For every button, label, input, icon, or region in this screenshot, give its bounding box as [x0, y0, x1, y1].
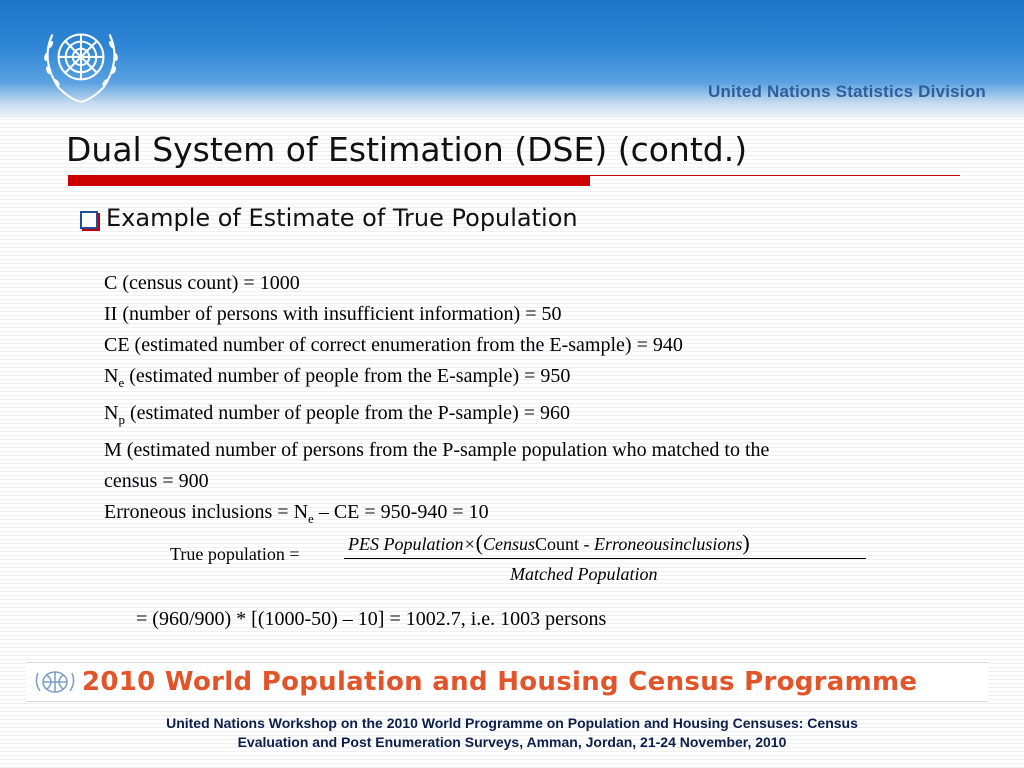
formula-numerator: PES Population×(CensusCount - Erroneousinclusions): [348, 530, 750, 555]
line-ne: $N_e$ (estimated number of people from the E-sample) = 950: [104, 365, 571, 390]
line-census-count: C (census count) = 1000: [104, 272, 300, 294]
formula-lhs: True population =: [170, 544, 300, 564]
division-name: United Nations Statistics Division: [708, 82, 986, 101]
programme-banner: [26, 662, 988, 702]
calculation-result: = (960/900) * [(1000-50) – 10] = 1002.7, i.e. 1003 persons: [136, 608, 607, 630]
line-np: $N_p$ (estimated number of people from the P-sample) = 960: [104, 402, 571, 427]
line-erroneous-inclusions: Erroneous inclusions = $N_e$ – CE = 950-940 = 10: [104, 501, 489, 526]
true-population-formula: [170, 530, 870, 590]
slide-title: Dual System of Estimation (DSE) (contd.): [66, 130, 748, 169]
line-insufficient-info: II (number of persons with insufficient information) = 50: [104, 303, 562, 325]
footer-workshop-info: [0, 714, 1024, 752]
line-matched-1: M (estimated number of persons from the P-sample population who matched to the: [104, 439, 770, 461]
line-matched-2: census = 900: [104, 470, 209, 492]
footer-line-2: Evaluation and Post Enumeration Surveys, Amman, Jordan, 21-24 November, 2010: [237, 734, 787, 750]
title-accent-bar: [68, 176, 590, 186]
checkbox-bullet-icon: [80, 211, 98, 229]
fraction-bar: [344, 558, 866, 559]
bullet-text: Example of Estimate of True Population: [106, 204, 578, 232]
footer-line-1: United Nations Workshop on the 2010 World Programme on Population and Housing Censuses: Census: [166, 715, 858, 731]
bullet-item: [80, 204, 578, 232]
un-emblem-icon: [30, 14, 132, 106]
formula-denominator: Matched Population: [510, 564, 658, 584]
header-band: [0, 0, 1024, 118]
line-correct-enumeration: CE (estimated number of correct enumeration from the E-sample) = 940: [104, 334, 683, 356]
census-globe-icon: [34, 669, 76, 695]
programme-title: 2010 World Population and Housing Census Programme: [82, 667, 918, 697]
example-definitions: [104, 268, 984, 534]
